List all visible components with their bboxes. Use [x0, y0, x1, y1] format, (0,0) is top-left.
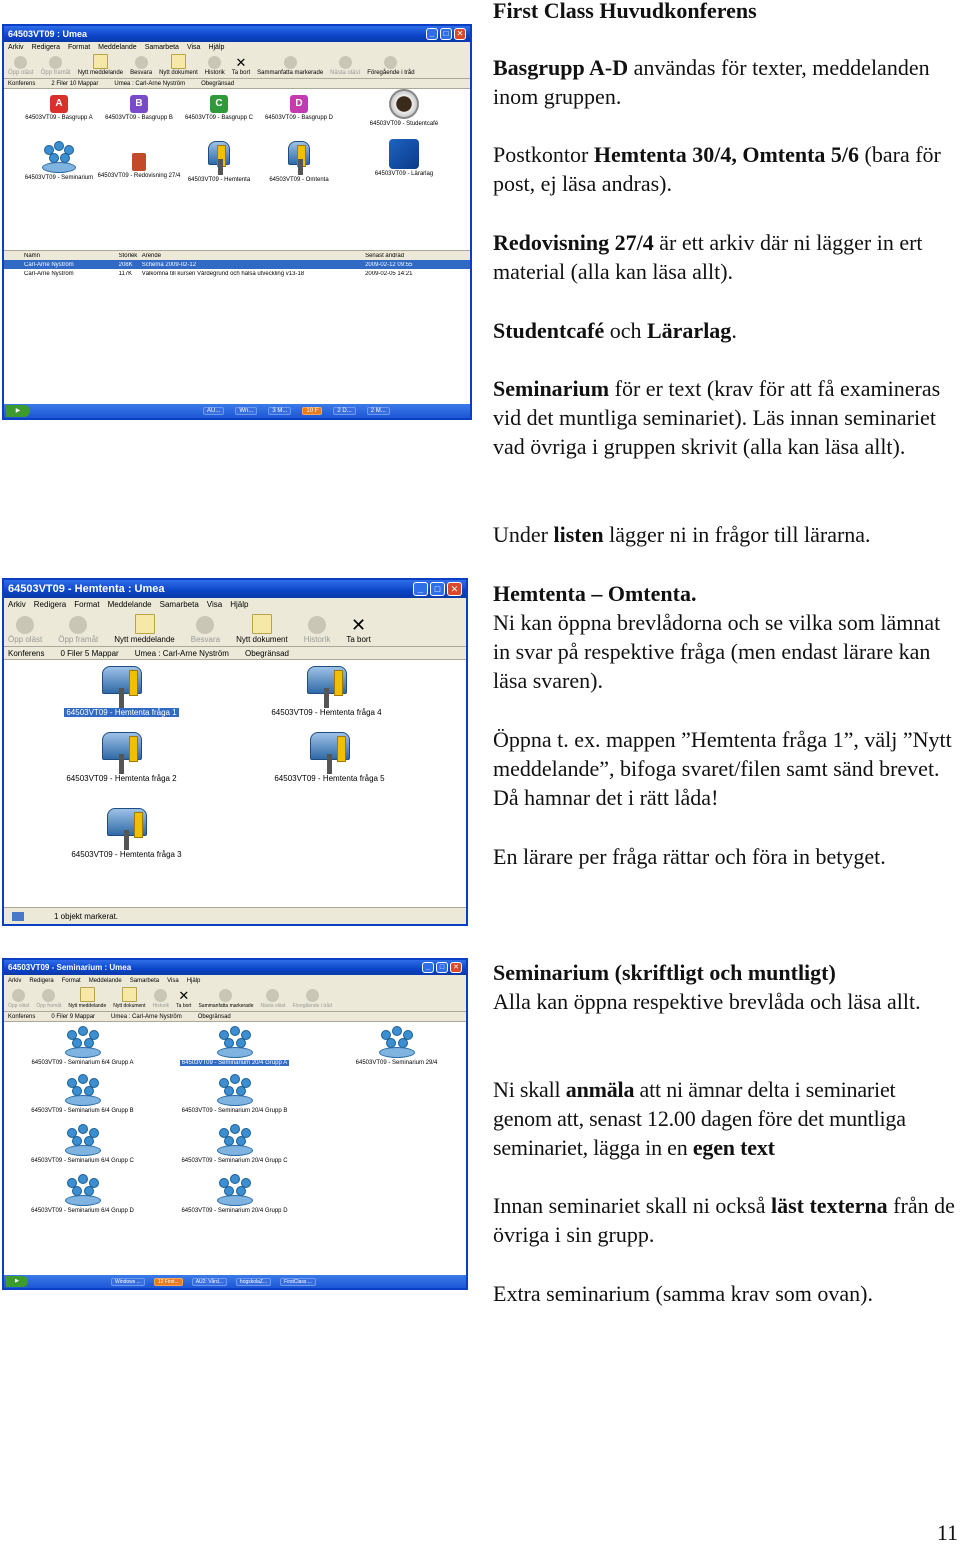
- document-icon: [252, 614, 272, 634]
- toolbar: [4, 53, 470, 79]
- toolbar-label: Öpp framåt: [58, 635, 99, 644]
- taskbar-button[interactable]: AU...: [203, 407, 224, 415]
- mailbox-folder[interactable]: [249, 664, 404, 717]
- folder-label: 64503VT09 - Redovisning 27/4: [97, 173, 181, 179]
- conference-status-line: [4, 79, 470, 89]
- menu-meddelande[interactable]: Meddelande: [107, 600, 152, 609]
- seminar-people-icon: [215, 1072, 255, 1106]
- bold-run: Hemtenta 30/4, Omtenta 5/6: [593, 142, 860, 167]
- folder-icon-area: [4, 89, 470, 204]
- toolbar-label: Ta bort: [346, 635, 371, 644]
- next-unread-icon: [266, 989, 279, 1002]
- menu-hjälp[interactable]: Hjälp: [208, 44, 225, 51]
- toolbar-label: Öpp framåt: [36, 1003, 62, 1009]
- seminar-people-icon: [63, 1072, 103, 1106]
- toolbar-label: Nytt meddelande: [68, 1003, 107, 1009]
- message-list: [4, 250, 470, 278]
- menu-redigera[interactable]: Redigera: [31, 44, 60, 51]
- summarize-icon: [219, 989, 232, 1002]
- minimize-button[interactable]: _: [426, 28, 438, 40]
- column-header[interactable]: Namn: [24, 252, 41, 259]
- toolbar-new-message-button[interactable]: [114, 614, 174, 644]
- column-header[interactable]: Storlek: [118, 252, 138, 259]
- mailbox-folder[interactable]: [49, 806, 204, 859]
- status-bar-text: 1 objekt markerat.: [54, 911, 119, 921]
- table-cell: 2009-02-12 09:55: [365, 261, 413, 268]
- mailbox-label: 64503VT09 - Hemtenta fråga 1: [66, 708, 177, 717]
- mailbox-icon: [306, 730, 354, 774]
- minimize-button[interactable]: _: [422, 962, 434, 973]
- paragraph-alla-kan: Alla kan öppna respektive brevlåda och läsa allt.: [493, 989, 921, 1014]
- page-number: 11: [936, 1520, 958, 1545]
- toolbar-label: Historik: [204, 70, 225, 76]
- taskbar-button[interactable]: AU2: Vård...: [192, 1278, 227, 1286]
- folder-label: 64503VT09 - Studentcafé: [369, 121, 439, 127]
- taskbar-button[interactable]: 10 F: [302, 407, 322, 415]
- prev-thread-icon: [384, 56, 397, 69]
- close-button[interactable]: ✕: [454, 28, 466, 40]
- toolbar-document-button[interactable]: [236, 614, 288, 644]
- new-message-icon: [135, 614, 155, 634]
- folder-item[interactable]: [174, 95, 264, 121]
- toolbar-label: Nytt meddelande: [114, 635, 175, 644]
- bold-run: läst texterna: [770, 1193, 888, 1218]
- teacher-icon: [389, 139, 419, 169]
- seminar-folder[interactable]: [334, 1024, 459, 1066]
- folder-label: 64503VT09 - Hemtenta: [187, 177, 251, 183]
- menu-redigera[interactable]: Redigera: [29, 977, 54, 984]
- table-row[interactable]: [4, 269, 470, 278]
- close-button[interactable]: ✕: [450, 962, 462, 973]
- toolbar-label: Öpp oläst: [8, 635, 43, 644]
- bold-run: Lärarlag: [646, 318, 732, 343]
- forward-arrow-icon: [42, 989, 55, 1002]
- toolbar-label: Nytt dokument: [159, 70, 198, 76]
- folder-label: 64503VT09 - Basgrupp B: [105, 115, 173, 121]
- back-arrow-icon: [14, 56, 27, 69]
- toolbar-label: Öpp oläst: [8, 70, 34, 76]
- paragraph-anmala: [493, 1075, 959, 1162]
- seminar-folder[interactable]: [20, 1024, 145, 1066]
- taskbar-button[interactable]: hogskolaZ...: [236, 1278, 271, 1286]
- text-run: att ni ämnar delta i seminariet genom att, senast 12.00 dagen före det muntliga seminariet, lägga in en: [493, 1077, 906, 1160]
- menu-redigera[interactable]: Redigera: [33, 600, 67, 609]
- seminar-folder[interactable]: [172, 1024, 297, 1066]
- paragraph-innan: [493, 1191, 959, 1249]
- folder-label: 64503VT09 - Basgrupp D: [264, 115, 334, 121]
- toolbar-label: Föregående i tråd: [367, 70, 415, 76]
- title-bar: [4, 960, 466, 975]
- menu-meddelande[interactable]: Meddelande: [88, 977, 122, 984]
- forward-arrow-icon: [69, 616, 87, 634]
- conference-status-line: [4, 647, 466, 660]
- taskbar-button[interactable]: FirstClass ...: [280, 1278, 316, 1286]
- status-field: 0 Filer 9 Mappar: [51, 1013, 96, 1020]
- toolbar-delete-button[interactable]: [176, 989, 191, 1009]
- toolbar-document-button[interactable]: [113, 987, 145, 1009]
- status-field: Konferens: [8, 648, 45, 658]
- forward-arrow-icon: [49, 56, 62, 69]
- table-cell: Schema 2009-02-12: [141, 261, 197, 268]
- close-button[interactable]: ✕: [447, 582, 462, 596]
- toolbar-label: Öpp oläst: [8, 1003, 30, 1009]
- menu-samarbeta[interactable]: Samarbeta: [129, 977, 160, 984]
- folder-item[interactable]: [14, 95, 104, 121]
- status-field: 0 Filer 5 Mappar: [60, 648, 119, 658]
- toolbar-summarize-button[interactable]: [198, 989, 253, 1009]
- paragraph-betyget: En lärare per fråga rättar och föra in betyget.: [493, 844, 886, 869]
- toolbar: [4, 986, 466, 1012]
- seminar-folder[interactable]: [172, 1072, 297, 1114]
- reply-icon: [196, 616, 214, 634]
- status-field: Konferens: [8, 80, 36, 87]
- folder-label: 64503VT09 - Seminarium: [24, 175, 94, 181]
- toolbar-label: Historik: [303, 635, 331, 644]
- paragraph-seminarium: [493, 374, 959, 461]
- toolbar-delete-button[interactable]: [232, 56, 250, 76]
- new-message-icon: [80, 987, 95, 1002]
- menu-meddelande[interactable]: Meddelande: [98, 44, 137, 51]
- history-icon: [308, 616, 326, 634]
- page-heading: First Class Huvudkonferens: [493, 0, 757, 23]
- mailbox-icon: [98, 664, 146, 708]
- bold-run: listen: [553, 522, 604, 547]
- menu-format[interactable]: Format: [61, 977, 81, 984]
- mailbox-icon: [284, 139, 314, 175]
- toolbar-label: Nytt meddelande: [77, 70, 124, 76]
- seminar-label: 64503VT09 - Seminarium 29/4: [355, 1060, 438, 1066]
- toolbar-next-unread-button[interactable]: [330, 56, 360, 76]
- column-header[interactable]: Senast ändrad: [365, 252, 405, 259]
- history-icon: [154, 989, 167, 1002]
- paragraph-postkontor: [493, 140, 959, 198]
- menu-visa[interactable]: Visa: [186, 44, 201, 51]
- basgrupp-cube-icon: C: [210, 95, 228, 113]
- paragraph-basgrupp: [493, 53, 959, 111]
- message-list-header: [4, 251, 470, 260]
- bold-run: Studentcafé: [493, 318, 605, 343]
- taskbar-button[interactable]: Wn...: [235, 407, 257, 415]
- text-run: .: [731, 318, 737, 343]
- seminar-people-icon: [215, 1172, 255, 1206]
- mailbox-icon: [98, 730, 146, 774]
- text-run: lägger ni in frågor till lärarna.: [603, 522, 871, 547]
- text-run: användas för texter, meddelanden inom gruppen.: [493, 55, 930, 109]
- seminar-people-icon: [40, 139, 78, 173]
- status-field: 2 Filer 10 Mappar: [51, 80, 99, 87]
- seminar-label: 64503VT09 - Seminarium 20/4 Grupp A: [181, 1060, 288, 1066]
- toolbar-label: Nästa oläst: [260, 1003, 286, 1009]
- seminar-icon-area: [4, 1022, 466, 1260]
- text-run: (bara för post, ej läsa andras).: [493, 142, 941, 196]
- seminar-folder[interactable]: [20, 1122, 145, 1164]
- status-field: Obegränsad: [197, 1013, 231, 1020]
- back-arrow-icon: [12, 989, 25, 1002]
- heading-seminarium: Seminarium (skriftligt och muntligt): [493, 960, 836, 985]
- title-bar: [4, 26, 470, 42]
- maximize-button[interactable]: □: [436, 962, 448, 973]
- conference-status-line: [4, 1012, 466, 1022]
- new-message-icon: [93, 54, 108, 69]
- paragraph-listen: [493, 520, 959, 549]
- status-bar-icon: [12, 912, 24, 921]
- status-field: Umea : Carl-Arne Nyström: [134, 648, 229, 658]
- window-title: 64503VT09 - Hemtenta : Umea: [8, 583, 165, 595]
- summarize-icon: [284, 56, 297, 69]
- seminar-people-icon: [377, 1024, 417, 1058]
- heading-hemtenta-omtenta: Hemtenta – Omtenta.: [493, 581, 697, 606]
- seminar-label: 64503VT09 - Seminarium 20/4 Grupp D: [181, 1208, 288, 1214]
- toolbar-label: Föregående i tråd: [292, 1003, 332, 1009]
- document-icon: [171, 54, 186, 69]
- mailbox-folder[interactable]: [252, 730, 407, 783]
- status-field: Obegränsad: [244, 648, 289, 658]
- toolbar-document-button[interactable]: [159, 54, 198, 76]
- toolbar-label: Ta bort: [231, 70, 251, 76]
- toolbar-history-button[interactable]: [152, 989, 169, 1009]
- mailbox-icon-area: [4, 660, 466, 905]
- paragraph-brevladorna: Ni kan öppna brevlådorna och se vilka som lämnat in svar på respektive fråga (men endast lärare kan läsa svaren).: [493, 610, 941, 693]
- toolbar-label: Besvara: [130, 70, 153, 76]
- status-field: Obegränsad: [201, 80, 235, 87]
- seminar-label: 64503VT09 - Seminarium 6/4 Grupp D: [31, 1208, 134, 1214]
- seminar-label: 64503VT09 - Seminarium 20/4 Grupp B: [181, 1108, 288, 1114]
- folder-label: 64503VT09 - Basgrupp C: [184, 115, 254, 121]
- toolbar-forward-arrow-button[interactable]: [41, 56, 71, 76]
- menu-samarbeta[interactable]: Samarbeta: [159, 600, 199, 609]
- document-icon: [122, 987, 137, 1002]
- toolbar-label: Sammanfatta markerade: [198, 1003, 254, 1009]
- seminar-label: 64503VT09 - Seminarium 6/4 Grupp B: [31, 1108, 134, 1114]
- toolbar: [4, 611, 466, 647]
- coffee-cup-icon: [389, 89, 419, 119]
- menu-hjälp[interactable]: Hjälp: [230, 600, 249, 609]
- table-row[interactable]: [4, 260, 470, 269]
- taskbar-button[interactable]: Windows ...: [111, 1278, 145, 1286]
- mailbox-icon: [303, 664, 351, 708]
- folder-item[interactable]: [359, 139, 449, 177]
- history-icon: [208, 56, 221, 69]
- minimize-button[interactable]: _: [413, 582, 428, 596]
- status-field: Umea : Carl-Arne Nyström: [114, 80, 186, 87]
- toolbar-history-button[interactable]: [304, 616, 331, 644]
- menu-bar: [4, 975, 466, 986]
- text-run: Under: [493, 522, 554, 547]
- folder-label: 64503VT09 - Basgrupp A: [25, 115, 93, 121]
- menu-visa[interactable]: Visa: [167, 977, 179, 984]
- folder-item[interactable]: [254, 95, 344, 121]
- toolbar-label: Nytt dokument: [236, 635, 288, 644]
- table-cell: 117K: [118, 270, 133, 277]
- archive-icon: [132, 153, 146, 171]
- folder-item[interactable]: [14, 139, 104, 181]
- delete-icon: ✕: [235, 55, 247, 70]
- toolbar-delete-button[interactable]: [346, 616, 370, 644]
- toolbar-label: Sammanfatta markerade: [257, 70, 324, 76]
- reply-icon: [135, 56, 148, 69]
- folder-item[interactable]: [174, 139, 264, 183]
- window-title: 64503VT09 : Umea: [8, 29, 88, 39]
- window-title: 64503VT09 - Seminarium : Umea: [8, 963, 132, 972]
- mailbox-label: 64503VT09 - Hemtenta fråga 4: [271, 708, 382, 717]
- seminar-folder[interactable]: [20, 1172, 145, 1214]
- basgrupp-cube-icon: D: [290, 95, 308, 113]
- paragraph-extra: Extra seminarium (samma krav som ovan).: [493, 1281, 874, 1306]
- toolbar-reply-button[interactable]: [130, 56, 152, 76]
- firstclass-window-seminarium: [2, 958, 468, 1290]
- taskbar-button[interactable]: 2 M...: [367, 407, 390, 415]
- text-run: för er text (krav för att få examineras vid det muntliga seminariet). Läs innan seminariet vad övriga i gruppen skrivit (alla kan läsa allt).: [493, 376, 941, 459]
- seminar-label: 64503VT09 - Seminarium 6/4 Grupp C: [31, 1158, 134, 1164]
- taskbar-button[interactable]: 2 D...: [333, 407, 355, 415]
- menu-bar: [4, 42, 470, 53]
- bold-run: Seminarium: [493, 376, 610, 401]
- text-run: Ni skall: [493, 1077, 566, 1102]
- menu-visa[interactable]: Visa: [206, 600, 223, 609]
- text-run: Postkontor: [493, 142, 594, 167]
- seminar-people-icon: [63, 1024, 103, 1058]
- start-button[interactable]: ▶: [6, 1276, 28, 1287]
- toolbar-prev-thread-button[interactable]: [367, 56, 414, 76]
- text-run: Innan seminariet skall ni också: [493, 1193, 771, 1218]
- seminar-folder[interactable]: [172, 1122, 297, 1164]
- firstclass-window-hemtenta: [2, 578, 468, 926]
- toolbar-label: Besvara: [190, 635, 221, 644]
- column-header[interactable]: Ärende: [141, 252, 162, 259]
- menu-bar: [4, 598, 466, 611]
- toolbar-label: Nästa oläst: [330, 70, 361, 76]
- status-field: Umea : Carl-Arne Nyström: [111, 1013, 182, 1020]
- bold-run: egen text: [692, 1135, 775, 1160]
- menu-hjälp[interactable]: Hjälp: [186, 977, 201, 984]
- folder-item[interactable]: [254, 139, 344, 183]
- seminar-folder[interactable]: [20, 1072, 145, 1114]
- mailbox-label: 64503VT09 - Hemtenta fråga 2: [66, 774, 177, 783]
- text-run: från de övriga i sin grupp.: [493, 1193, 955, 1247]
- mailbox-folder[interactable]: [44, 730, 199, 783]
- toolbar-back-arrow-button[interactable]: [8, 56, 34, 76]
- toolbar-reply-button[interactable]: [191, 616, 220, 644]
- table-cell: Carl-Arne Nyström: [24, 261, 74, 268]
- toolbar-label: Öpp framåt: [40, 70, 71, 76]
- maximize-button[interactable]: □: [430, 582, 445, 596]
- basgrupp-cube-icon: B: [130, 95, 148, 113]
- menu-samarbeta[interactable]: Samarbeta: [144, 44, 179, 51]
- table-cell: 2009-02-05 14:21: [365, 270, 413, 277]
- taskbar-button[interactable]: 3 M...: [268, 407, 291, 415]
- folder-label: 64503VT09 - Lärarlag: [374, 171, 434, 177]
- windows-taskbar: [4, 1275, 466, 1288]
- seminar-people-icon: [63, 1172, 103, 1206]
- next-unread-icon: [339, 56, 352, 69]
- toolbar-forward-arrow-button[interactable]: [36, 989, 61, 1009]
- menu-arkiv[interactable]: Arkiv: [8, 977, 22, 984]
- table-cell: Välkomna till kursen Vårdegrund och hälsa utveckling v13-18: [141, 270, 305, 277]
- menu-format[interactable]: Format: [74, 600, 100, 609]
- mailbox-icon: [103, 806, 151, 850]
- bold-run: Redovisning 27/4: [493, 230, 654, 255]
- prev-thread-icon: [306, 989, 319, 1002]
- seminar-label: 64503VT09 - Seminarium 6/4 Grupp A: [31, 1060, 134, 1066]
- toolbar-prev-thread-button[interactable]: [293, 989, 332, 1009]
- mailbox-icon: [204, 139, 234, 175]
- firstclass-window-umea: [2, 24, 472, 420]
- folder-item[interactable]: [94, 95, 184, 121]
- delete-icon: ✕: [178, 988, 190, 1003]
- paragraph-oppna: Öppna t. ex. mappen ”Hemtenta fråga 1”, välj ”Nytt meddelande”, bifoga svaret/filen samt sänd brevet. Då hamnar det i rätt låda!: [493, 727, 952, 810]
- bold-run: Basgrupp A-D: [493, 55, 629, 80]
- start-button[interactable]: ▶: [6, 405, 30, 417]
- delete-icon: ✕: [351, 615, 367, 635]
- toolbar-label: Historik: [152, 1003, 170, 1009]
- seminar-people-icon: [215, 1122, 255, 1156]
- table-cell: 208K: [118, 261, 133, 268]
- toolbar-label: Ta bort: [176, 1003, 192, 1009]
- seminar-folder[interactable]: [172, 1172, 297, 1214]
- toolbar-new-message-button[interactable]: [68, 987, 106, 1009]
- paragraph-redovisning: [493, 228, 959, 286]
- mailbox-folder[interactable]: [44, 664, 199, 717]
- back-arrow-icon: [16, 616, 34, 634]
- status-field: Konferens: [8, 1013, 36, 1020]
- folder-item[interactable]: [359, 89, 449, 127]
- text-run: och: [604, 318, 647, 343]
- title-bar: [4, 580, 466, 598]
- table-cell: Carl-Arne Nyström: [24, 270, 74, 277]
- toolbar-label: Nytt dokument: [113, 1003, 146, 1009]
- maximize-button[interactable]: □: [440, 28, 452, 40]
- toolbar-new-message-button[interactable]: [78, 54, 123, 76]
- menu-arkiv[interactable]: Arkiv: [8, 600, 26, 609]
- seminar-people-icon: [63, 1122, 103, 1156]
- mailbox-label: 64503VT09 - Hemtenta fråga 5: [274, 774, 385, 783]
- text-run: är ett arkiv där ni lägger in ert material (alla kan läsa allt).: [493, 230, 923, 284]
- basgrupp-cube-icon: A: [50, 95, 68, 113]
- toolbar-back-arrow-button[interactable]: [8, 989, 29, 1009]
- folder-label: 64503VT09 - Omtenta: [269, 177, 329, 183]
- toolbar-history-button[interactable]: [205, 56, 225, 76]
- windows-taskbar: [4, 404, 470, 418]
- seminar-people-icon: [215, 1024, 255, 1058]
- toolbar-next-unread-button[interactable]: [260, 989, 285, 1009]
- menu-arkiv[interactable]: Arkiv: [8, 44, 24, 51]
- bold-run: anmäla: [565, 1077, 635, 1102]
- paragraph-studentcafe: [493, 316, 959, 345]
- folder-item[interactable]: [94, 147, 184, 179]
- toolbar-back-arrow-button[interactable]: [8, 616, 42, 644]
- seminar-label: 64503VT09 - Seminarium 20/4 Grupp C: [181, 1158, 288, 1164]
- menu-format[interactable]: Format: [67, 44, 91, 51]
- toolbar-summarize-button[interactable]: [257, 56, 323, 76]
- toolbar-forward-arrow-button[interactable]: [58, 616, 98, 644]
- status-bar: [4, 907, 466, 924]
- taskbar-button[interactable]: 12 First...: [154, 1278, 183, 1286]
- mailbox-label: 64503VT09 - Hemtenta fråga 3: [71, 850, 182, 859]
